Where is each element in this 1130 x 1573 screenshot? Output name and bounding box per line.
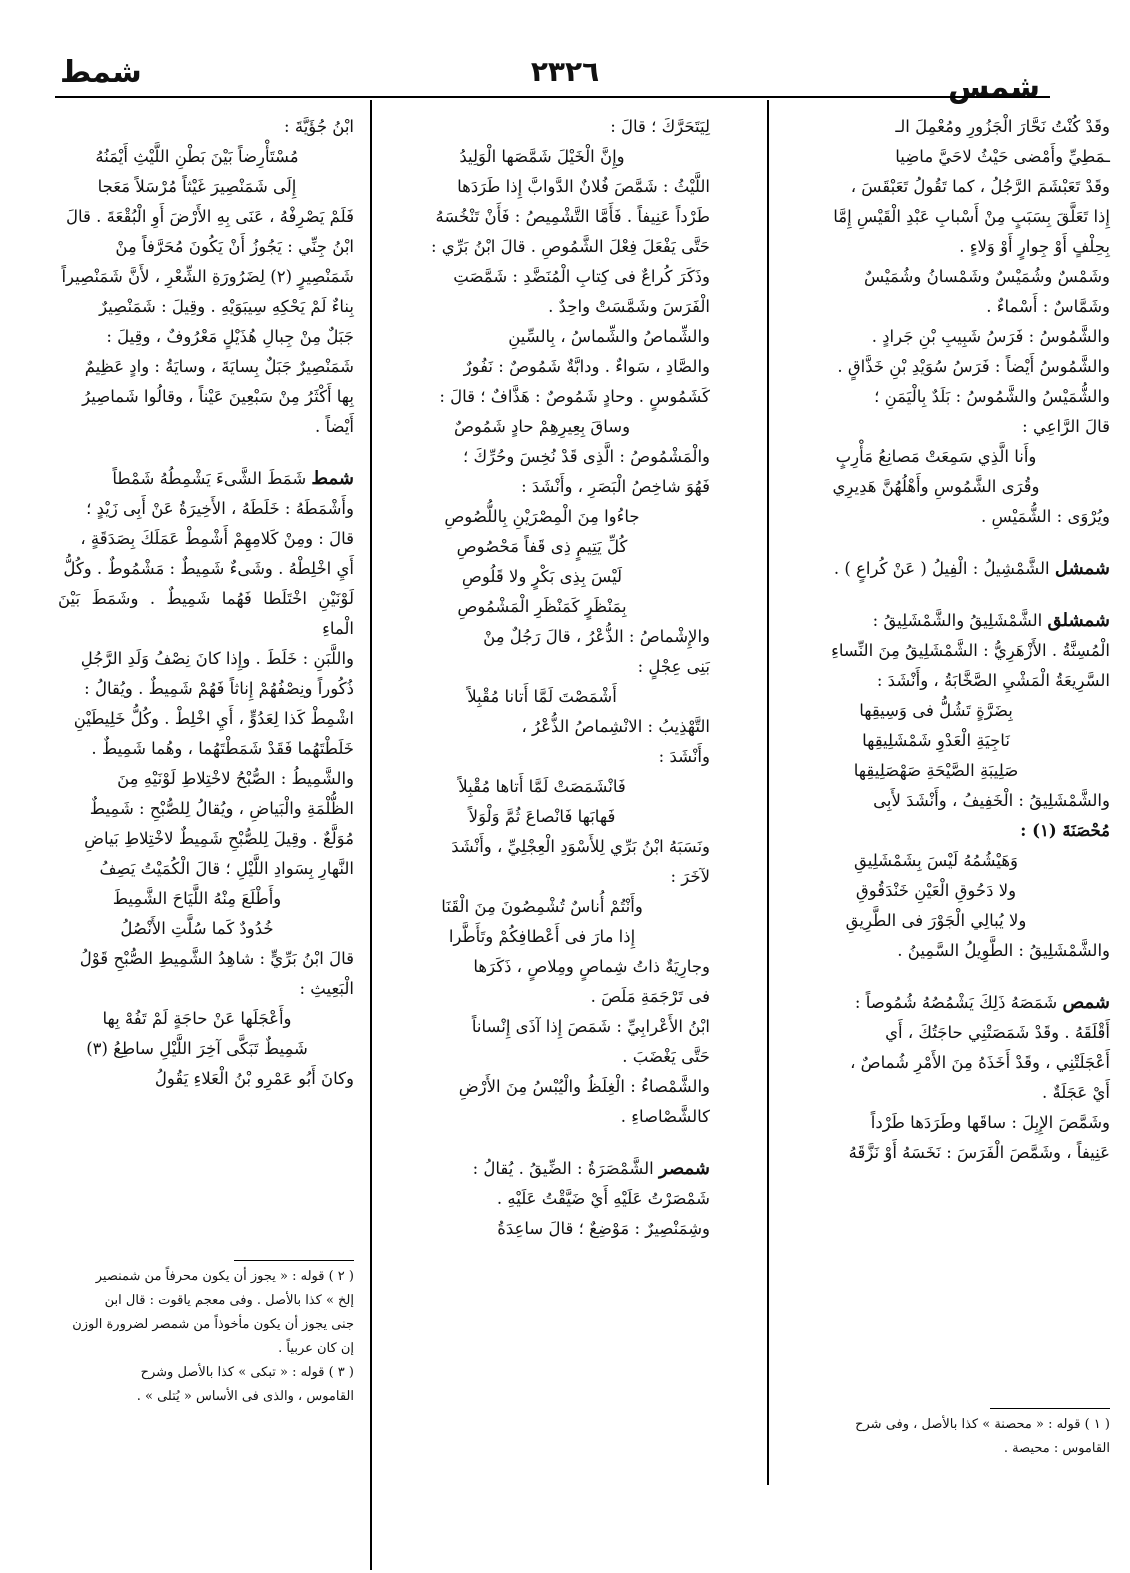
text-line: الظُّلْمَةِ والْبَياضِ ، ويُقالُ لِلصُّبْحِ : شَمِيطٌ — [89, 799, 354, 818]
verse-line: وأَعْجَلَها عَنْ حاجَةٍ لَمْ تَفُهْ بِها — [102, 1009, 292, 1028]
verse-line: ولا دَحُوقِ الْعَيْنِ خَنْدَقُوقِ — [855, 881, 1017, 900]
text-line: واللَّبَنِ : خَلَطَ . وإِذا كانَ نِصْفُ وَلَدِ الرَّجُلِ — [80, 649, 354, 668]
text-line: التَّهْذِيبُ : الانْشِماصُ الذُّعْرُ ، — [521, 717, 710, 736]
verse-line: ولا يُبالِي الْجَوْرَ فى الطَّرِيقِ — [845, 911, 1027, 930]
text-line: الْمُسِنَّةُ . الأَزْهَرِيُّ : الشَّمْشَلِيقُ مِنَ النِّساءِ — [831, 641, 1110, 660]
text-line: كالشَّصْاصاءِ . — [620, 1107, 710, 1126]
verse-line: خُدُودٌ كَما سُلَّتِ الأَنْصُلُ — [120, 919, 274, 938]
footnote-line: إلخ » كذا بالأصل . وفى معجم ياقوت : قال ابن — [104, 1293, 354, 1308]
headword: شمشلق — [1047, 610, 1110, 631]
text-line: فى تَرْجَمَةِ مَلَصَ . — [590, 987, 710, 1006]
footnote-line: ( ٢ ) قوله : « يجوز أن يكون محرفاً من شمنصير — [95, 1269, 354, 1284]
text-line: ابْنُ جُؤَيَّةَ : — [284, 117, 354, 136]
text-line: والصَّادِ ، سَواءٌ . ودابَّةٌ شَمُوصٌ : نَفُورٌ — [463, 357, 710, 376]
text-line: إِذا تَعَلَّقَ بِسَبَبٍ مِنْ أَسْبابِ عَبْدِ الْقَيْسِ إِمَّا — [833, 207, 1110, 226]
text-line: شَمْصَرْتُ عَلَيْهِ أَيْ ضَيَّقْتُ عَلَيْهِ . — [496, 1189, 710, 1208]
text-line: وكانَ أَبُو عَمْرِو بْنُ الْعَلاءِ يَقُولُ — [154, 1069, 354, 1088]
text-line: شَمَنْصِيرٌ جَبَلٌ بِسايَةَ ، وسايَةُ : وادٍ عَظِيمٌ — [84, 357, 354, 376]
footnote-left — [58, 1250, 354, 1409]
headword: شمط — [311, 468, 354, 489]
column-divider-left — [370, 100, 372, 1570]
text-line: بَنِى عِجْلٍ : — [637, 657, 710, 676]
text-line: وأَنْشَدَ : — [658, 747, 710, 766]
text-line: الْبَعِيثِ : — [299, 979, 354, 998]
text-line: وشِمَنْصِيرٌ : مَوْضِعٌ ؛ قالَ ساعِدَةُ — [497, 1219, 710, 1238]
text-line: جَبَلٌ مِنْ جِبالِ هُذَيْلٍ مَعْرُوفٌ ، وقِيلَ : — [106, 327, 354, 346]
text-line: خَلَطْتَهُما فَقَدْ شَمَطْتَهُما ، وهُما شَمِيطٌ . — [91, 739, 354, 758]
verse-line: شَمِيطٌ تَبَكَّى آخِرَ اللَّيْلِ ساطِعُ (٣) — [86, 1039, 308, 1058]
text-line: أَيْضاً . — [314, 417, 354, 436]
text-line: ابْنُ الأَعْرابِيِّ : شَمَصَ إِذا آذَى إِنْساناً — [471, 1017, 710, 1036]
text-line: والشُّمَيْسُ والشَّمُوسُ : بَلَدٌ بِالْيَمَنِ ؛ — [874, 387, 1110, 406]
verse-line: إِذا مارَ فى أَعْطافِكُمْ وتَأَطَّرا — [448, 927, 636, 946]
text-line: بِناءٌ لَمْ يَحْكِهِ سِيبَوَيْهِ . وقِيلَ : شَمَنْصِيرٌ — [99, 297, 354, 316]
text-line: والشَّمْشَلِيقُ : الطَّوِيلُ السَّمِينُ . — [897, 941, 1110, 960]
right-column — [780, 112, 1110, 1472]
text-line: أَعْجَلَتْنِي ، وقَدْ أَخَذَهُ مِنَ الأَمْرِ شُماصٌ ، — [850, 1053, 1110, 1072]
verse-line: نَاجِيَةِ الْعَدْوِ شَمْشَلِيقِها — [862, 731, 1010, 750]
text-line: وشَمَّصَ الإِبِلَ : ساقَها وطَرَدَها طَرْداً — [870, 1113, 1110, 1132]
verse-line: وإِنَّ الْخَيْلَ شَمَّصَها الْوَلِيدُ — [459, 147, 625, 166]
text-line: وقَدْ كُنْتُ نَحَّارَ الْجَزُورِ ومُعْمِلَ الـ — [895, 117, 1110, 136]
verse-line: بِمَنْظَرٍ كَمَنْظَرِ الْمَشْمُوصِ — [457, 597, 627, 616]
headword: شمصر — [658, 1158, 710, 1179]
header-left-keyword: شمط — [60, 55, 142, 90]
text-line: النَّهارِ بِسَوادِ اللَّيْلِ ؛ قالَ الْكُمَيْتُ يَصِفُ — [99, 859, 354, 878]
text-line: قالَ الرَّاعِي : — [1022, 417, 1110, 436]
footnote-rule — [234, 1260, 354, 1261]
text-line: فَهُوَ شاخِصُ الْبَصَرِ ، وأَنْشَدَ : — [521, 477, 710, 496]
headword: شمشل — [1054, 558, 1110, 579]
text-line: والإِشْماصُ : الذُّعْرُ ، قالَ رَجُلٌ مِنْ — [483, 627, 710, 646]
text-line: والشَّمْصاءُ : الْغِلَظُ والْيُبْسُ مِنَ الأَرْضِ — [458, 1077, 710, 1096]
entry-text: الشَّمْشَلِيقُ والشَّمْشَلِيقُ : — [872, 611, 1043, 630]
entry-shamsar — [392, 1154, 710, 1184]
text-line: أَيْ عَجَلَةٌ . — [1041, 1083, 1110, 1102]
verse-line: وقُرَى الشَّمُوسِ وأَهْلُهُنَّ هَدِيرِي — [832, 477, 1040, 496]
verse-line: فَانْشَمَصَتْ لَمَّا أَتاها مُقْبِلاً — [458, 777, 626, 796]
verse-line: جاءُوا مِنَ الْمِصْرَيْنِ بِاللُّصُوصِ — [444, 507, 640, 526]
verse-line: وَهَيْشُمُهُ لَيْسَ بِشَمْشَلِيقِ — [853, 851, 1019, 870]
verse-line: وساقَ بِعِيرِهِمْ حادٍ شَمُوصٌ — [453, 417, 631, 436]
page-header — [0, 0, 1130, 105]
footnote-line: ( ١ ) قوله : « محصنة » كذا بالأصل ، وفى شرح — [855, 1417, 1110, 1432]
text-line: فَلَمْ يَصْرِفْهُ ، عَنَى بِهِ الأَرْضَ أَوِ الْبُقْعَةَ . قالَ — [66, 207, 354, 226]
footnote-line: إن كان عربياً . — [278, 1341, 354, 1356]
verse-line: فَهابَها فَانْصاعَ ثُمَّ وَلْوَلاً — [468, 807, 616, 826]
footnote-line: القاموس ، والذى فى الأساس « يُتلى » . — [136, 1389, 354, 1404]
text-line: والشِّماصُ والشِّماسُ ، بِالسِّينِ — [508, 327, 710, 346]
header-rule — [55, 96, 1050, 98]
text-line: شَمَنْصِيرٍ (٢) لِضَرُورَةِ الشِّعْرِ ، لأَنَّ شَمَنْصِيراً — [61, 267, 354, 286]
text-line: ـمَطِيِّ وأَمْضى حَيْثُ لاحَيَّ ماضِيا — [895, 147, 1110, 166]
text-line: وشَمْسٌ وشُمَيْسٌ وشَمْسانُ وشُمَيْسٌ — [864, 267, 1110, 286]
text-line: الْفَرَسَ وشَمَّسَتْ واحِدٌ . — [548, 297, 710, 316]
verse-line: إِلَى شَمَنْصِيرَ غَيْثاً مُرْسَلاً مَعَجا — [97, 177, 297, 196]
header-right-keyword: شمس — [947, 70, 1040, 105]
text-line: مُحْصَنَةَ (١) : — [1020, 821, 1110, 840]
text-line: ونَسَبَهُ ابْنُ بَرِّي لِلأَسْوَدِ الْعِجْلِيِّ ، وأَنْشَدَ — [451, 837, 710, 856]
text-line: والشَّمُوسُ أَيْضاً : فَرَسُ سُوَيْدِ بْنِ خَذَّاقٍ . — [837, 357, 1110, 376]
text-line: والشَّمْشَلِيقُ : الْخَفِيفُ ، وأَنْشَدَ لأَبِى — [873, 791, 1110, 810]
text-line: ويُرْوَى : الشُّمَيْسِ . — [981, 507, 1110, 526]
verse-line: مُسْتَأْرِضاً بَيْنَ بَطْنِ اللَّيْثِ أَيْمَنُهُ — [95, 147, 299, 166]
text-line: لآخَرَ : — [670, 867, 710, 886]
text-line: أَقْلَقَهُ . وقَدْ شَمَصَتْنِي حاجَتُكَ ، أَي — [885, 1023, 1110, 1042]
headword: شمص — [1062, 992, 1110, 1013]
column-divider-right — [767, 100, 769, 1485]
entry-text: شَمَطَ الشَّىءَ يَشْمِطُهُ شَمْطاً — [112, 469, 307, 488]
verse-line: وأَنا الَّذِي سَمِعَتْ مَصانِعُ مَأْرِبٍ — [835, 447, 1037, 466]
text-line: طَرْداً عَنِيفاً . فَأَمَّا التَّشْمِيصُ : فَأَنْ تَنْخُسَهُ — [435, 207, 710, 226]
text-line: وذَكَرَ كُراعٌ فى كِتابِ الْمُنَضَّدِ : شَمَّصَتِ — [453, 267, 710, 286]
entry-shamas — [780, 988, 1110, 1018]
verse-line: بِضَرَّةٍ تَشُلُّ فى وَسِيقِها — [859, 701, 1013, 720]
footnote-rule — [990, 1408, 1110, 1409]
text-line: حَتَّى يَفْعَلَ فِعْلَ الشَّمُوصِ . قالَ ابْنُ بَرِّي : — [430, 237, 710, 256]
text-line: وقَدْ تَعَبْشَمَ الرَّجُلُ ، كما تَقُولُ تَعَبْقَسَ ، — [850, 177, 1110, 196]
verse-line: وأَطْلَعَ مِنْهُ اللَّيَاحَ الشَّمِيطَ — [112, 889, 282, 908]
footnote-line: ( ٣ ) قوله : « تبكى » كذا بالأصل وشرح — [140, 1365, 354, 1380]
footnote-line: القاموس : محيصة . — [1003, 1441, 1110, 1456]
entry-shamshal — [780, 554, 1110, 584]
verse-line: أَشْمَصْتَ لَمَّا أَتانا مُقْبِلاً — [467, 687, 617, 706]
verse-line: وأَنْتُمْ أُناسٌ تُشْمِصُونَ مِنَ الْقَنَا — [441, 897, 643, 916]
text-line: والشَّمُوسُ : فَرَسُ شَبِيبِ بْنِ جَرادٍ . — [871, 327, 1110, 346]
text-line: بِها أَكْثَرُ مِنْ سَبْعِينَ عَيْناً ، وقالُوا شَماصِيرُ — [82, 387, 354, 406]
page-number: ٢٣٢٦ — [530, 55, 600, 88]
text-line: اللَّيْثُ : شَمَّصَ فُلانٌ الدَّوابَّ إِذا طَرَدَها — [457, 177, 710, 196]
text-line: لِيَتَحَرَّكَ ؛ قالَ : — [610, 117, 710, 136]
left-column — [58, 112, 354, 1252]
text-line: وشَمَّاسٌ : أَسْماءٌ . — [986, 297, 1110, 316]
text-line: أَيِ اخْلِطْهُ . وشَىءٌ شَمِيطٌ : مَشْمُوطٌ . وكُلُّ — [63, 559, 354, 578]
verse-line: صَلِيبَةِ الصَّيْحَةِ صَهْصَلِيقِها — [853, 761, 1019, 780]
text-line: لَوْنَيْنِ اخْتَلَطا فَهُما شَمِيطٌ . وشَمَطَ بَيْنَ الْماءِ — [58, 589, 354, 638]
entry-shamshalaq — [780, 606, 1110, 636]
text-line: حَتَّى يَغْضَبَ . — [622, 1047, 710, 1066]
text-line: ذُكُوراً ونِصْفُهُمْ إِناثاً فَهُمْ شَمِيطٌ . ويُقالُ : — [84, 679, 354, 698]
text-line: قالَ ابْنُ بَرِّيٍّ : شاهِدُ الشَّمِيطِ الصُّبْحِ قَوْلُ — [79, 949, 354, 968]
footnote-line: جنى يجوز أن يكون مأخوذاً من شمصر لضرورة الوزن — [72, 1317, 354, 1332]
text-line: بِحِلْفٍ أَوْ جِوارٍ أَوْ وَلاءٍ . — [959, 237, 1110, 256]
entry-text: الشَّمْصَرَةُ : الضِّيقُ . يُقالُ : — [472, 1159, 654, 1178]
text-line: قالَ : ومِنْ كَلامِهِمْ أَشْمِطْ عَمَلَكَ بِصَدَقَةٍ ، — [80, 529, 354, 548]
text-line: والشَّمِيطُ : الصُّبْحُ لاخْتِلاطِ لَوْنَيْهِ مِنَ — [117, 769, 354, 788]
text-line: السَّرِيعَةُ الْمَشْيِ الصَّخَّابَةُ ، وأَنْشَدَ : — [876, 671, 1110, 690]
text-line: والْمَشْمُوصُ : الَّذِى قَدْ نُخِسَ وحُرِّكَ ؛ — [462, 447, 710, 466]
entry-text: الشَّمْشِيلُ : الْفِيلُ ( عَنْ كُراعٍ ) . — [833, 559, 1050, 578]
entry-text: شَمَصَهُ ذَلِكَ يَشْمُصُهُ شُمُوصاً : — [854, 993, 1058, 1012]
middle-column — [392, 112, 710, 1572]
entry-shamat — [58, 464, 354, 494]
text-line: كَشَمُوسٍ . وحادٍ شَمُوصٌ : هَذَّافٌ ؛ قالَ : — [439, 387, 710, 406]
text-line: اشْمِطْ كَذا لِعَدُوٍّ ، أَيِ اخْلِطْ . وكُلُّ خَلِيطَيْنِ — [73, 709, 354, 728]
text-line: وجارِيَةٌ ذاتُ شِماصٍ ومِلاصٍ ، ذَكَرَها — [473, 957, 710, 976]
verse-line: كُلِّ يَتِيمٍ ذِى قَفاً مَحْصُوصِ — [456, 537, 628, 556]
verse-line: لَيْسَ بِذِى بَكْرٍ ولا قَلُوصِ — [461, 567, 623, 586]
text-line: مُوَلَّعٌ . وقِيلَ لِلصُّبْحِ شَمِيطٌ لاخْتِلاطِ بَياضِ — [84, 829, 354, 848]
text-line: عَنِيفاً ، وشَمَّصَ الْفَرَسَ : نَخَسَهُ أَوْ نَزَّقَهُ — [848, 1143, 1110, 1162]
text-line: وأَشْمَطَهُ : خَلَطَهُ ، الأَخِيرَةُ عَنْ أَبِى زَيْدٍ ؛ — [86, 499, 354, 518]
footnote-right — [780, 1398, 1110, 1461]
text-line: ابْنُ جِنِّي : يَجُوزُ أَنْ يَكُونَ مُحَرَّفاً مِنْ — [115, 237, 354, 256]
